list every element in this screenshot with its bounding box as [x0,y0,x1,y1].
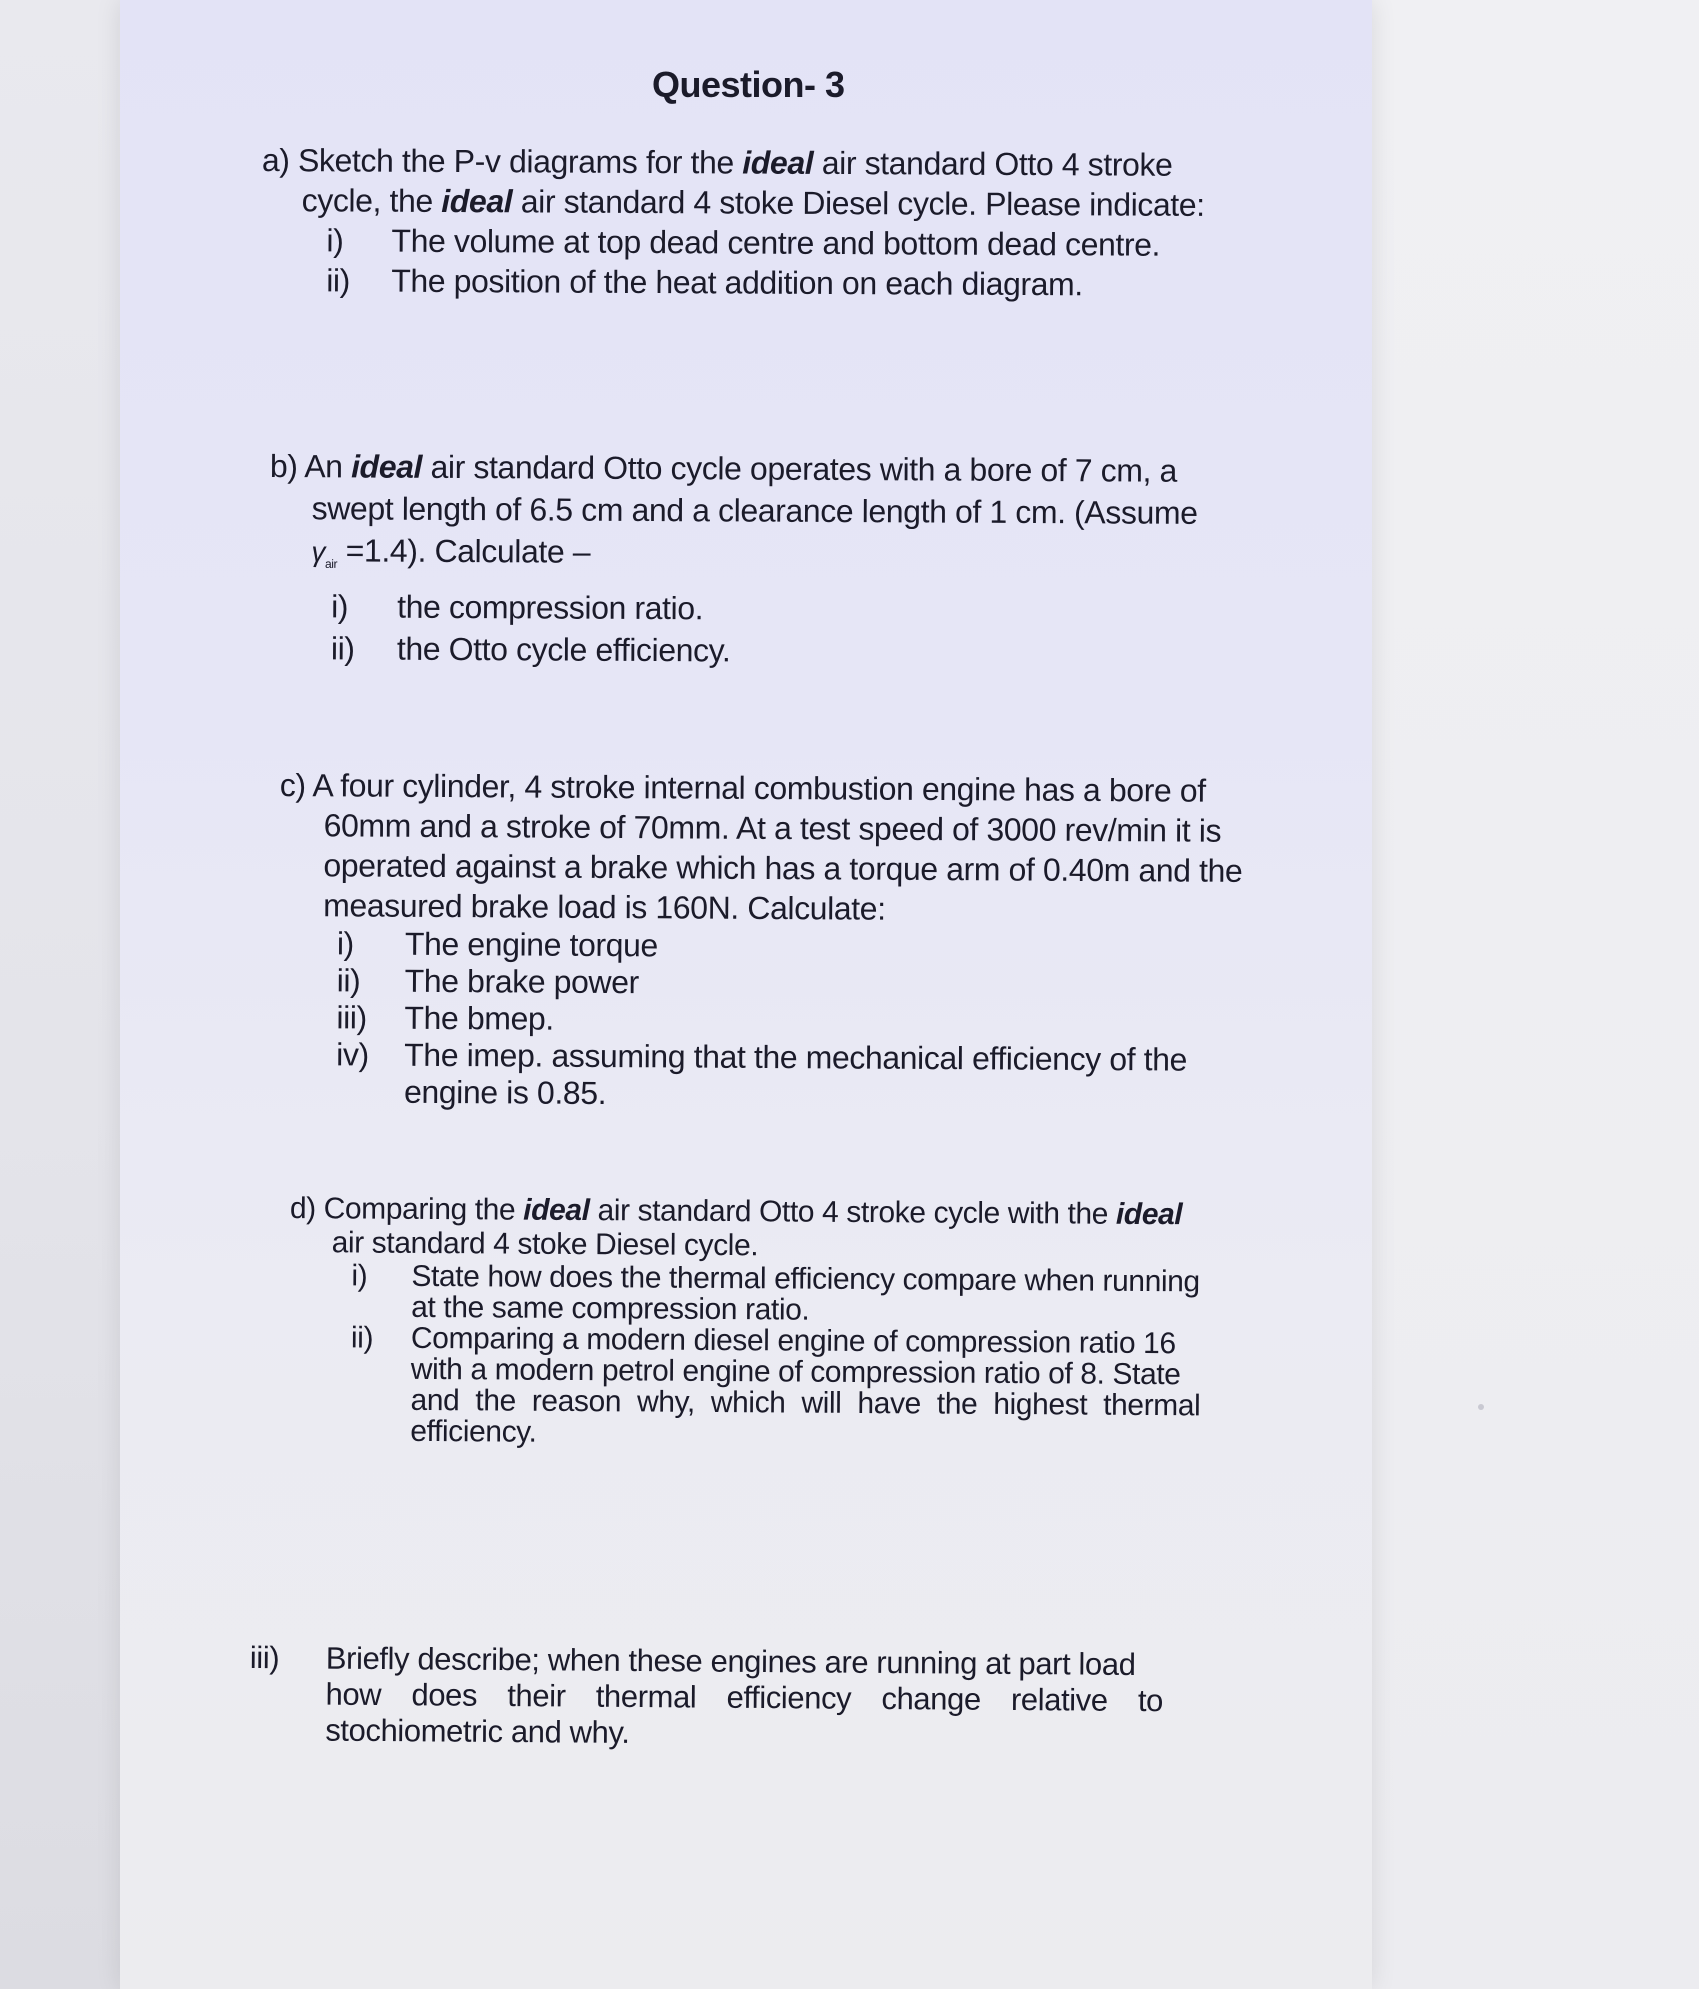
part-c-item-iv [278,1036,1241,1116]
part-b-ideal: ideal [351,448,423,485]
item-text: The engine torque [404,925,658,964]
part-a-text: Sketch the P-v diagrams for the [297,142,743,181]
part-a-line-2 [262,180,1205,225]
item-number: ii) [326,262,351,299]
part-d-label: d) [289,1192,316,1226]
item-text: The brake power [404,962,639,1001]
part-d-text: air standard Otto 4 stroke cycle with the [589,1194,1117,1231]
part-c-item-iii [278,999,1241,1042]
part-d-item-iii [249,1640,1163,1755]
part-c-item-i [279,925,1242,968]
part-a-text: air standard 4 stoke Diesel cycle. Please indicate: [512,183,1205,223]
part-d-item-iii-body [249,1640,1163,1755]
part-a-item-i [261,220,1204,265]
item-text: Briefly describe; when these engines are running at part load [325,1640,1136,1682]
item-number: i) [336,925,354,962]
part-d-text: Comparing the [323,1192,524,1227]
item-text: The bmep. [404,999,554,1037]
item-text: The imep. assuming that the mechanical efficiency of the [404,1036,1188,1078]
part-c-text: A four cylinder, 4 stroke internal combustion engine has a bore of [312,767,1206,809]
part-a-item-ii [261,260,1204,305]
gamma-symbol [311,536,338,571]
item-number: i) [331,587,349,625]
item-number: ii) [350,1321,374,1355]
part-b-text: air standard Otto cycle operates with a bore of 7 cm, a [421,448,1178,489]
part-c-label: c) [279,766,306,804]
part-d-ideal: ideal [523,1193,590,1228]
item-number: ii) [330,629,355,667]
part-b-line-2: swept length of 6.5 cm and a clearance length of 1 cm. (Assume [311,490,1198,531]
part-a-text: cycle, the [301,182,442,219]
item-number: iv) [336,1036,369,1073]
part-c-line-3: operated against a brake which has a torque arm of 0.40m and the [323,847,1243,889]
item-number: iii) [336,999,367,1036]
part-c [278,765,1243,1116]
item-number: i) [351,1259,368,1293]
part-a-ideal: ideal [441,182,513,220]
item-text-continued: engine is 0.85. [403,1073,607,1111]
part-d [288,1192,1202,1452]
item-text: the compression ratio. [397,588,704,626]
item-text: The volume at top dead centre and bottom dead centre. [391,222,1161,263]
part-a-text: air standard Otto 4 stroke [813,144,1173,183]
item-text-continued: at the same compression ratio. [411,1290,810,1327]
part-b-line-1 [270,445,1198,492]
part-d-item-i [289,1260,1201,1328]
part-b-text: =1.4). Calculate – [337,532,591,570]
part-c-item-ii [279,962,1242,1005]
part-a-label: a) [261,141,290,179]
item-number: iii) [249,1640,280,1676]
part-d-ideal: ideal [1115,1197,1183,1232]
item-text-continued: how does their thermal efficiency change relative to [325,1676,1164,1719]
item-text: The position of the heat addition on each diagram. [391,262,1083,303]
part-b-text: An [304,448,352,485]
part-c-line-2: 60mm and a stroke of 70mm. At a test speed of 3000 rev/min it is [323,807,1222,849]
item-number: ii) [336,962,361,999]
item-text-continued: efficiency. [410,1414,537,1449]
part-c-line-4: measured brake load is 160N. Calculate: [323,887,886,927]
item-text-continued: stochiometric and why. [325,1712,630,1750]
question-title: Question- 3 [652,64,845,105]
item-text-continued: and the reason why, which will have the highest thermal [410,1383,1201,1423]
item-text: Comparing a modern diesel engine of compression ratio 16 [410,1321,1176,1361]
part-c-line-1 [280,765,1243,811]
part-b-item-i [269,585,1197,632]
part-b [269,445,1198,673]
item-number: i) [326,222,344,259]
part-a [261,140,1205,305]
part-b-item-ii [269,627,1197,674]
part-d-item-ii [288,1322,1201,1452]
item-text: State how does the thermal efficiency compare when running [411,1259,1200,1299]
part-d-line-2: air standard 4 stoke Diesel cycle. [331,1226,759,1263]
item-text-continued: with a modern petrol engine of compression ratio of 8. State [410,1352,1181,1392]
part-a-line-1 [262,140,1205,185]
item-text: the Otto cycle efficiency. [396,630,731,669]
part-b-line-3 [269,529,1197,589]
part-b-label: b) [269,447,298,485]
gamma-subscript: air [324,556,338,571]
part-a-ideal: ideal [742,144,814,181]
gamma-letter: γ [311,536,326,568]
